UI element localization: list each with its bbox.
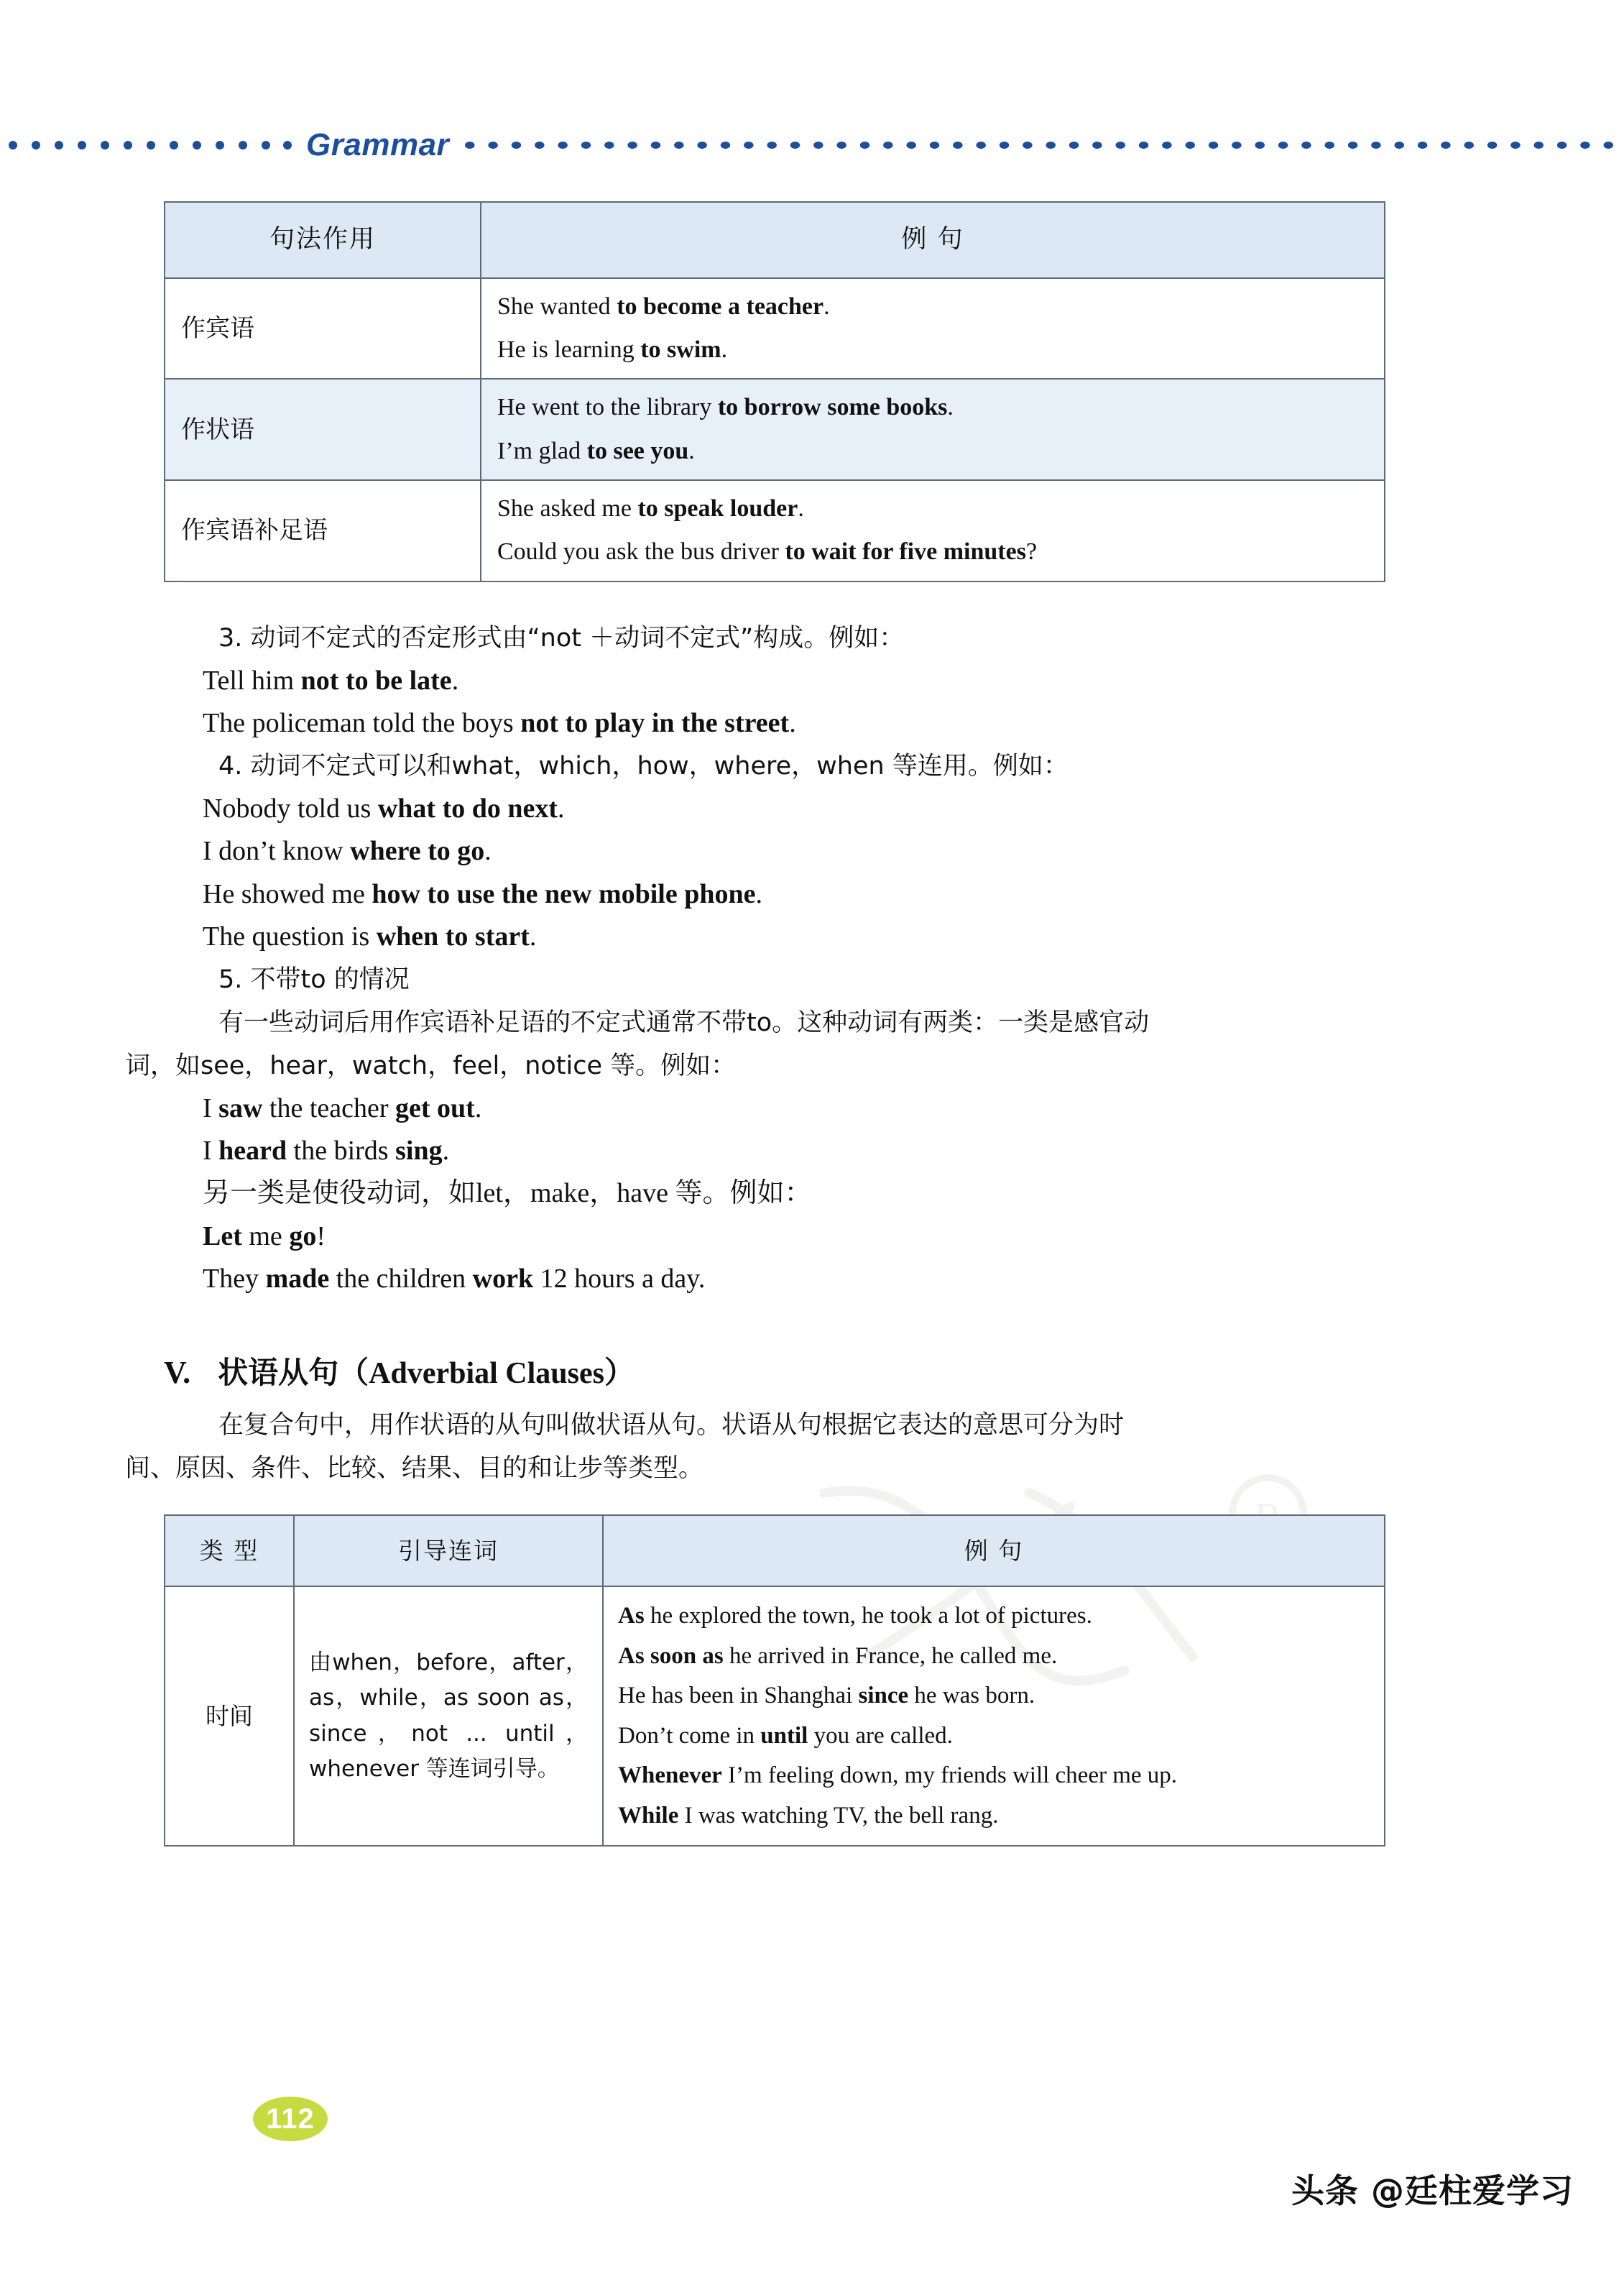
point-4-example-1: Nobody told us what to do next. (203, 794, 565, 824)
point-3-example-1: Tell him not to be late. (203, 665, 459, 696)
point-3-example-2: The policeman told the boys not to play in the street. (203, 707, 796, 738)
cell-examples (603, 1586, 1385, 1846)
example-sentence: While I was watching TV, the bell rang. (618, 1802, 999, 1829)
section-v-body-line-1: 在复合句中，用作状语的从句叫做状语从句。状语从句根据它表达的意思可分为时 (218, 1410, 1125, 1440)
example-sentence: He went to the library to borrow some books. (497, 394, 954, 421)
point-4-example-3: He showed me how to use the new mobile phone. (203, 878, 762, 909)
cell-examples (481, 480, 1385, 581)
column-header-type: 类 型 (165, 1515, 294, 1587)
point-3-lead: 3. 动词不定式的否定形式由“not ＋动词不定式”构成。例如： (218, 623, 905, 653)
example-sentence: I’m glad to see you. (497, 437, 695, 464)
point-5-body-line-1: 有一些动词后用作宾语补足语的不定式通常不带to。这种动词有两类：一类是感官动 (218, 1008, 1150, 1038)
table-row (165, 480, 1385, 581)
point-5-causative-lead: 另一类是使役动词，如let，make，have 等。例如： (203, 1178, 812, 1209)
point-5-causative-example-2: They made the children work 12 hours a day. (203, 1264, 706, 1294)
point-4-example-2: I don’t know where to go. (203, 836, 492, 867)
adverbial-clause-table (164, 1514, 1385, 1847)
column-header-conjunctions: 引导连词 (294, 1515, 603, 1587)
table-row (165, 379, 1385, 480)
example-sentence: As soon as he arrived in France, he called me. (618, 1642, 1058, 1669)
cell-examples (481, 278, 1385, 380)
point-5-causative-example-1: Let me go! (203, 1220, 326, 1251)
point-5-sense-example-1: I saw the teacher get out. (203, 1093, 482, 1123)
example-sentence: She asked me to speak louder. (497, 495, 804, 523)
section-v-body-line-2: 间、原因、条件、比较、结果、目的和让步等类型。 (125, 1453, 704, 1483)
section-number: V. (164, 1355, 191, 1391)
cell-conjunctions: 由when，before，after，as，while，as soon as，since，not ... until，whenever 等连词引导。 (294, 1586, 603, 1846)
table-header-row (165, 202, 1385, 278)
example-sentence: Whenever I’m feeling down, my friends will cheer me up. (618, 1762, 1178, 1789)
table-header-row (165, 1515, 1385, 1587)
section-title: 状语从句（Adverbial Clauses） (218, 1355, 635, 1391)
example-sentence: He has been in Shanghai since he was born. (618, 1683, 1035, 1709)
point-4-example-4: The question is when to start. (203, 921, 537, 952)
infinitive-function-table (164, 201, 1385, 582)
running-head (0, 124, 1624, 167)
table-row (165, 1586, 1385, 1846)
point-5-body-line-2: 词，如see，hear，watch，feel，notice 等。例如： (125, 1052, 737, 1081)
cell-function: 作宾语补足语 (165, 480, 481, 581)
point-5-sense-example-2: I heard the birds sing. (203, 1136, 450, 1167)
column-header-examples: 例 句 (603, 1515, 1385, 1587)
page-number-badge: 112 (253, 2097, 328, 2141)
cell-examples (481, 379, 1385, 480)
example-sentence: She wanted to become a teacher. (497, 293, 830, 320)
column-header-examples: 例 句 (481, 202, 1385, 278)
dot-rule-left-icon (6, 134, 293, 156)
point-4-lead: 4. 动词不定式可以和what，which，how，where，when 等连用。例如： (218, 752, 1069, 781)
footer-watermark: 头条 @廷柱爱学习 (1291, 2171, 1574, 2210)
section-v-heading (164, 1352, 1385, 1394)
column-header-function: 句法作用 (165, 202, 481, 278)
example-sentence: As he explored the town, he took a lot of pictures. (618, 1603, 1092, 1629)
cell-function: 作状语 (165, 379, 481, 480)
example-sentence: Don’t come in until you are called. (618, 1722, 953, 1749)
example-sentence: He is learning to swim. (497, 336, 728, 364)
point-5-lead: 5. 不带to 的情况 (218, 965, 410, 995)
cell-function: 作宾语 (165, 278, 481, 380)
dot-rule-right-icon (462, 134, 1624, 156)
example-sentence: Could you ask the bus driver to wait for five minutes? (497, 538, 1038, 566)
page-content (125, 201, 1385, 1846)
cell-type: 时间 (165, 1586, 294, 1846)
table-row (165, 278, 1385, 380)
running-head-title: Grammar (306, 127, 450, 162)
